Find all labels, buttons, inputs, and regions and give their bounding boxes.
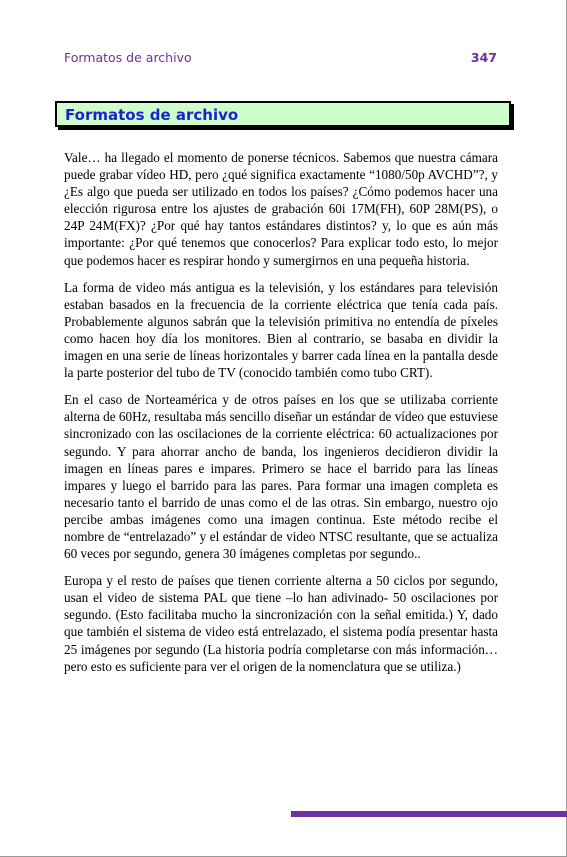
paragraph-1: Vale… ha llegado el momento de ponerse técnicos. Sabemos que nuestra cámara puede grabar vídeo HD, pero ¿qué significa exactamente “1080/50p AVCHD”?, y ¿Es algo que pueda ser utilizado en todos los países? ¿Cómo podemos hacer una elección rigurosa entre los ajustes de grabación 60i 17M(FH), 60P 28M(PS), o 24P 24M(FX)? ¿Por qué hay tantos estándares distintos? y, lo que es aún más importante: ¿Por qué tenemos que conocerlos? Para explicar todo esto, lo mejor que podemos hacer es respirar hondo y sumergirnos en una pequeña historia. [64,150,498,268]
paragraph-4: Europa y el resto de países que tienen corriente alterna a 50 ciclos por segundo, usan el video de sistema PAL que tiene –lo han adivinado- 50 oscilaciones por segundo. (Esto facilitaba mucho la sincronización con la señal emitida.) Y, dado que también el sistema de video está entrelazado, el sistema podía presentar hasta 25 imágenes por segundo (La historia podría completarse con más información… pero esto es suficiente para ver el origen de la nomenclatura que se utiliza.) [64,573,498,674]
running-header [64,50,497,65]
paragraph-2: La forma de video más antigua es la televisión, y los estándares para televisión estaban basados en la frecuencia de la corriente eléctrica que tenía cada país. Probablemente algunos sabrán que la televisión primitiva no entendía de píxeles como hacen hoy día los monitores. Bien al contrario, se basaba en dividir la imagen en una serie de líneas horizontales y barrer cada línea en la pantalla desde la parte posterior del tubo de TV (conocido también como tubo CRT). [64,279,498,381]
footer-bar [291,811,567,817]
section-heading: Formatos de archivo [65,106,239,124]
body-text [64,149,498,685]
section-heading-box [55,101,511,127]
chapter-title: Formatos de archivo [64,50,192,65]
paragraph-3: En el caso de Norteamérica y de otros países en los que se utilizaba corriente alterna de 60Hz, resultaba más sencillo diseñar un estándar de vídeo que estuviese sincronizado con las oscilaciones de la corriente eléctrica: 60 actualizaciones por segundo. Y para ahorrar ancho de banda, los ingenieros decidieron dividir la imagen en líneas pares e impares. Primero se hace el barrido para las líneas impares y luego el barrido para las pares. Para formar una imagen completa es necesario tanto el barrido de unas como el de las otras. Sin embargo, nuestro ojo percibe ambas imágenes como una imagen continua. Este método recibe el nombre de “entrelazado” y el estándar de video NTSC resultante, que se actualiza 60 veces por segundo, genera 30 imágenes completas por segundo.. [64,392,498,562]
page-number: 347 [470,50,497,65]
